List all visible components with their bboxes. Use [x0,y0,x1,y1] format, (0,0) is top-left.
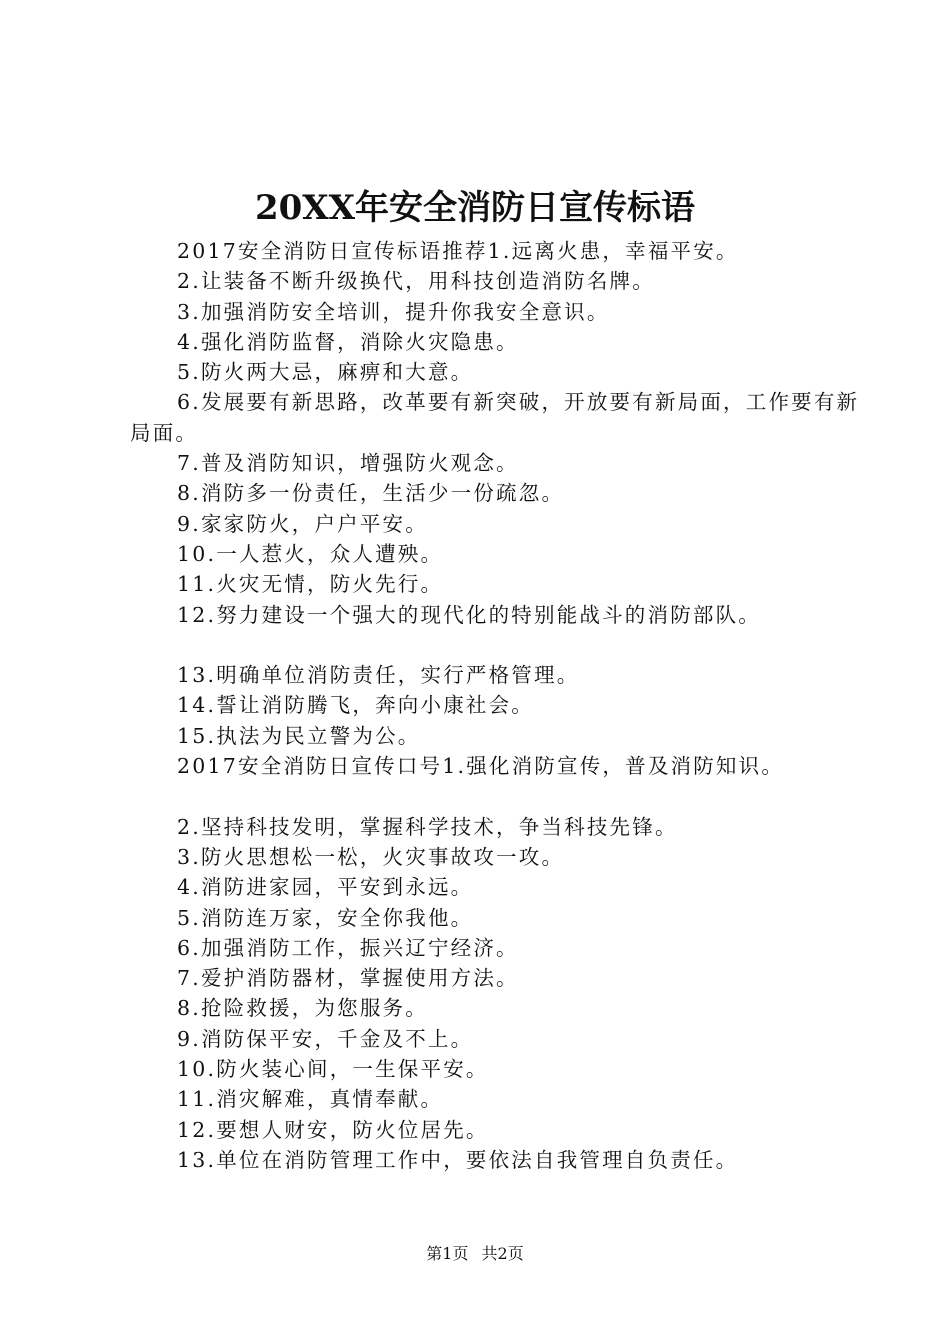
paragraph-spacer [130,781,860,811]
paragraph: 7.普及消防知识，增强防火观念。 [177,451,519,476]
paragraph: 9.家家防火，户户平安。 [177,511,428,536]
paragraph: 11.消灾解难，真情奉献。 [177,1087,444,1112]
paragraph: 13.单位在消防管理工作中，要依法自我管理自负责任。 [177,1147,739,1172]
page-number: 第1页 [426,1244,469,1263]
paragraph: 3.加强消防安全培训，提升你我安全意识。 [177,299,610,324]
document-title: 20XX年安全消防日宣传标语 [254,188,696,228]
paragraph: 14.誓让消防腾飞，奔向小康社会。 [177,693,535,718]
paragraph: 6.加强消防工作，振兴辽宁经济。 [177,935,519,960]
paragraph: 15.执法为民立警为公。 [177,723,421,748]
paragraph: 2017安全消防日宣传口号1.强化消防宣传，普及消防知识。 [177,754,785,779]
paragraph-spacer [130,630,860,660]
paragraph: 8.消防多一份责任，生活少一份疏忽。 [177,481,565,506]
document-body [130,236,860,1175]
paragraph: 4.强化消防监督，消除火灾隐患。 [177,329,519,354]
paragraph: 5.消防连万家，安全你我他。 [177,905,474,930]
paragraph: 10.一人惹火，众人遭殃。 [177,541,444,566]
paragraph: 5.防火两大忌，麻痹和大意。 [177,360,474,385]
paragraph: 4.消防进家园，平安到永远。 [177,875,474,900]
paragraph: 3.防火思想松一松，火灾事故攻一攻。 [177,844,565,869]
paragraph: 8.抢险救援，为您服务。 [177,996,428,1021]
paragraph: 12.努力建设一个强大的现代化的特别能战斗的消防部队。 [177,602,762,627]
page-total: 共2页 [481,1244,524,1263]
paragraph: 2.让装备不断升级换代，用科技创造消防名牌。 [177,269,655,294]
paragraph: 11.火灾无情，防火先行。 [177,572,444,597]
paragraph: 2017安全消防日宣传标语推荐1.远离火患，幸福平安。 [177,239,739,263]
page-footer [0,1243,950,1265]
paragraph: 10.防火装心间，一生保平安。 [177,1057,489,1082]
paragraph: 9.消防保平安，千金及不上。 [177,1026,474,1051]
paragraph: 2.坚持科技发明，掌握科学技术，争当科技先锋。 [177,814,678,839]
paragraph: 7.爱护消防器材，掌握使用方法。 [177,966,519,991]
paragraph: 6.发展要有新思路，改革要有新突破，开放要有新局面，工作要有新局面。 [130,390,860,445]
paragraph: 13.明确单位消防责任，实行严格管理。 [177,663,580,688]
paragraph: 12.要想人财安，防火位居先。 [177,1117,489,1142]
